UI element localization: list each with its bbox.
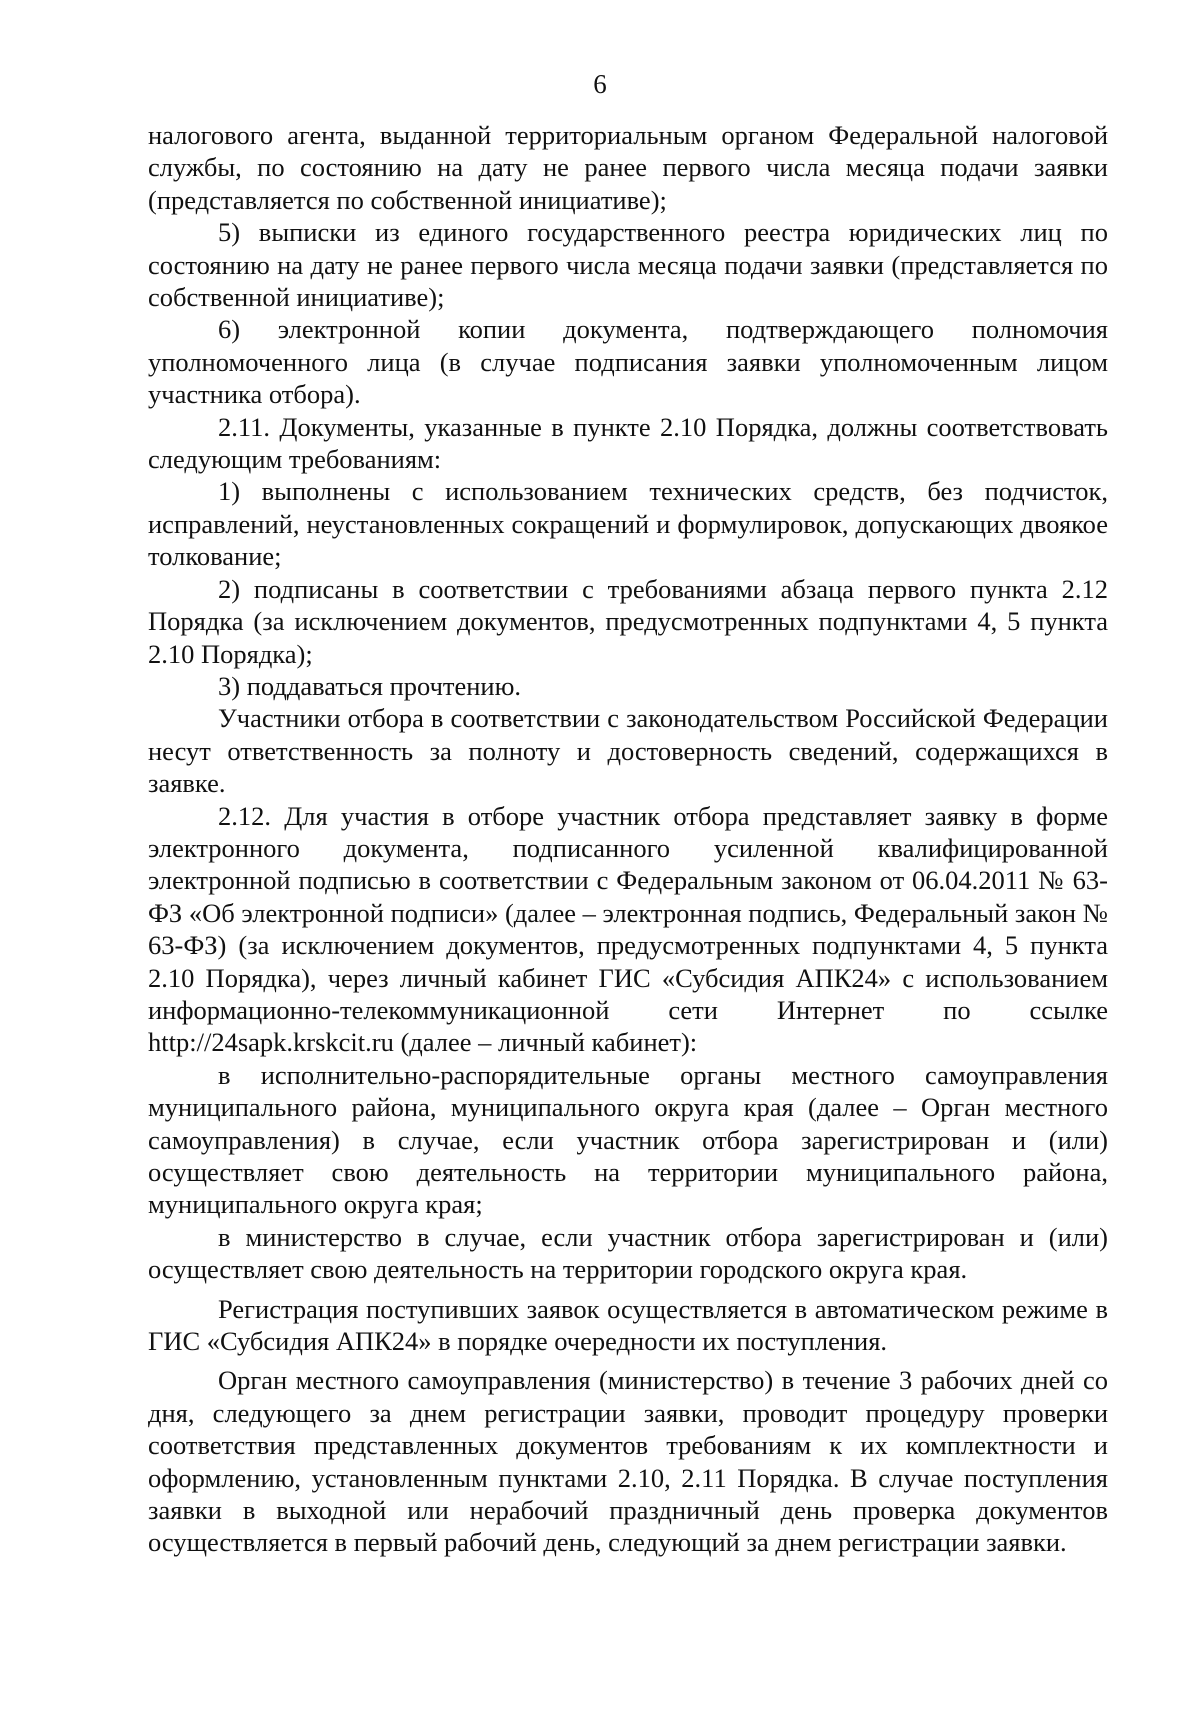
page-number: 6 — [593, 69, 607, 99]
paragraph-requirement-1: 1) выполнены с использованием технических средств, без подчисток, исправлений, неустановленных сокращений и формулировок, допускающих двоякое толкование; — [148, 476, 1108, 572]
paragraph-item-6: 6) электронной копии документа, подтверждающего полномочия уполномоченного лица (в случае подписания заявки уполномоченным лицом участника отбора). — [148, 314, 1108, 410]
paragraph-item-5: 5) выписки из единого государственного реестра юридических лиц по состоянию на дату не ранее первого числа месяца подачи заявки (представляется по собственной инициативе); — [148, 217, 1108, 313]
paragraph-2-11: 2.11. Документы, указанные в пункте 2.10 Порядка, должны соответствовать следующим требованиям: — [148, 411, 1108, 475]
paragraph-verification: Орган местного самоуправления (министерство) в течение 3 рабочих дней со дня, следующего за днем регистрации заявки, проводит процедуру проверки соответствия представленных документов требованиям к их комплектности и оформлению, установленным пунктами 2.10, 2.11 Порядка. В случае поступления заявки в выходной или нерабочий праздничный день проверка документов осуществляется в первый рабочий день, следующий за днем регистрации заявки. — [148, 1365, 1108, 1558]
paragraph-requirement-3: 3) поддаваться прочтению. — [218, 670, 522, 701]
paragraph-local-authorities: в исполнительно-распорядительные органы местного самоуправления муниципального района, муниципального округа края (далее – Орган местного самоуправления) в случае, если участник отбора зарегистрирован и (или) осуществляет свою деятельность на территории муниципального района, муниципального округа края; — [148, 1059, 1108, 1220]
paragraph-requirement-2: 2) подписаны в соответствии с требованиями абзаца первого пункта 2.12 Порядка (за исключением документов, предусмотренных подпунктами 4, 5 пункта 2.10 Порядка); — [148, 573, 1108, 669]
paragraph-participants-responsibility: Участники отбора в соответствии с законодательством Российской Федерации несут ответственность за полноту и достоверность сведений, содержащихся в заявке. — [148, 703, 1108, 799]
paragraph-registration: Регистрация поступивших заявок осуществляется в автоматическом режиме в ГИС «Субсидия АПК24» в порядке очередности их поступления. — [148, 1293, 1108, 1357]
paragraph-tax-agent-continuation: налогового агента, выданной территориальным органом Федеральной налоговой службы, по состоянию на дату не ранее первого числа месяца подачи заявки (представляется по собственной инициативе); — [148, 120, 1108, 215]
paragraph-ministry: в министерство в случае, если участник отбора зарегистрирован и (или) осуществляет свою деятельность на территории городского округа края. — [148, 1221, 1108, 1285]
document-body — [148, 119, 1108, 1559]
paragraph-2-12: 2.12. Для участия в отборе участник отбора представляет заявку в форме электронного документа, подписанного усиленной квалифицированной электронной подписью в соответствии с Федеральным законом от 06.04.2011 № 63-ФЗ «Об электронной подписи» (далее – электронная подпись, Федеральный закон № 63-ФЗ) (за исключением документов, предусмотренных подпунктами 4, 5 пункта 2.10 Порядка), через личный кабинет ГИС «Субсидия АПК24» с использованием информационно-телекоммуникационной сети Интернет по ссылке http://24sapk.krskcit.ru (далее – личный кабинет): — [148, 800, 1108, 1058]
